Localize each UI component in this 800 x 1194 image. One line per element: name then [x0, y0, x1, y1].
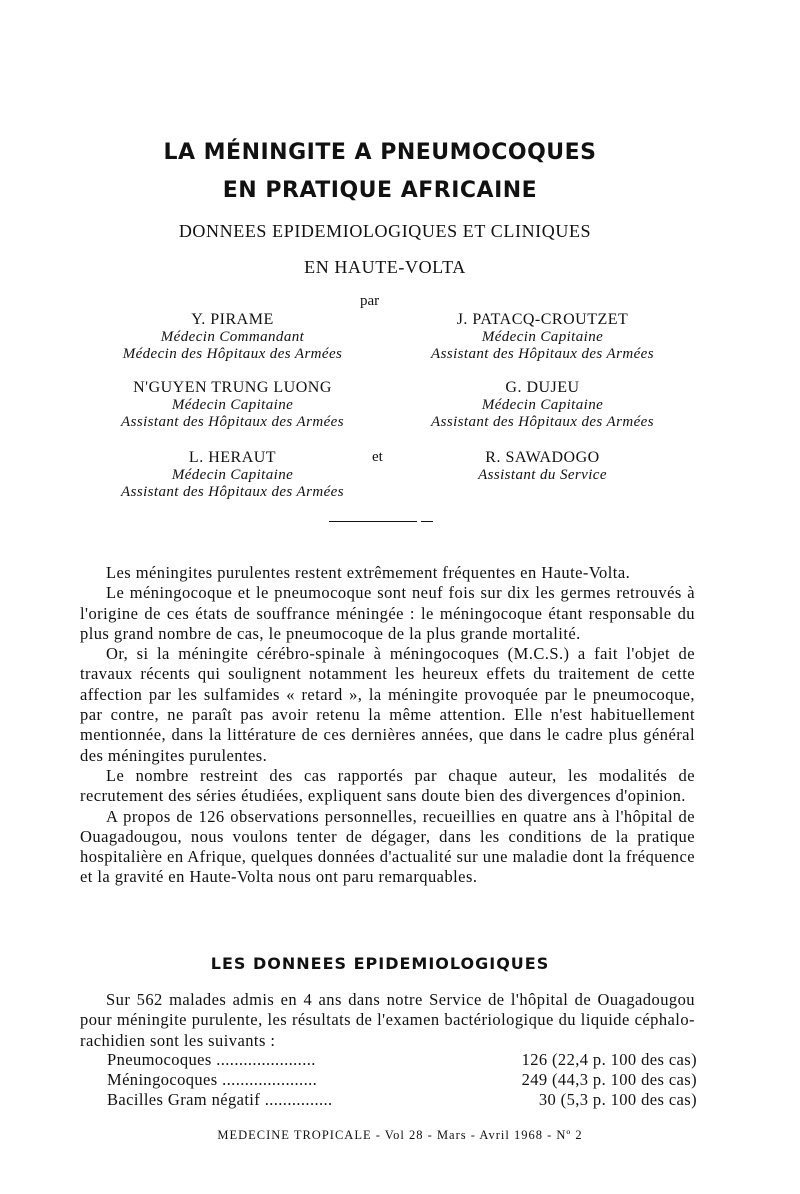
- intro-text: [80, 563, 695, 888]
- paragraph: Le nombre restreint des cas rapportés par chaque auteur, les modalités de recrutement des séries étudiées, expliquent sans doute bien des divergences d'opinion.: [80, 765, 695, 806]
- author-role: Assistant du Service: [478, 467, 607, 483]
- author-name: R. SAWADOGO: [485, 449, 600, 466]
- author-name: Y. PIRAME: [191, 311, 274, 328]
- author-name: L. HERAUT: [188, 449, 277, 466]
- author-role: Médecin Capitaine: [481, 397, 604, 413]
- author-name: N'GUYEN TRUNG LUONG: [133, 379, 332, 396]
- stat-label: Méningocoques .....................: [107, 1070, 318, 1089]
- byline-par: par: [360, 293, 380, 309]
- article-subtitle-line1: DONNEES EPIDEMIOLOGIQUES ET CLINIQUES: [178, 221, 592, 241]
- article-title-line1: LA MÉNINGITE A PNEUMOCOQUES: [163, 140, 597, 165]
- author-role: Assistant des Hôpitaux des Armées: [121, 484, 344, 500]
- author-role: Assistant des Hôpitaux des Armées: [431, 414, 654, 430]
- separator-rule-short: [421, 521, 433, 522]
- stat-value: 249 (44,3 p. 100 des cas): [521, 1070, 697, 1089]
- stat-label: Pneumocoques ......................: [107, 1050, 316, 1069]
- section-heading: LES DONNEES EPIDEMIOLOGIQUES: [210, 954, 550, 973]
- author-role: Médecin des Hôpitaux des Armées: [122, 346, 343, 362]
- journal-footer: MEDECINE TROPICALE - Vol 28 - Mars - Avril 1968 - Nº 2: [217, 1128, 583, 1142]
- stat-row: [107, 1090, 697, 1110]
- separator-rule: [329, 521, 417, 522]
- author-dujeu: [405, 379, 680, 431]
- stat-value: 30 (5,3 p. 100 des cas): [538, 1090, 697, 1109]
- paragraph: Sur 562 malades admis en 4 ans dans notre Service de l'hôpital de Ouagadougou pour méningite purulente, les résultats de l'examen bactériologique du liquide céphalo-rachidien sont les suivants :: [80, 990, 695, 1050]
- stats-list: [107, 1050, 697, 1110]
- author-pirame: [95, 311, 370, 363]
- paragraph: Les méningites purulentes restent extrêmement fréquentes en Haute-Volta.: [106, 563, 631, 582]
- author-role: Assistant des Hôpitaux des Armées: [121, 414, 344, 430]
- author-role: Médecin Capitaine: [171, 467, 294, 483]
- stat-row: [107, 1050, 697, 1070]
- author-name: J. PATACQ-CROUTZET: [456, 311, 629, 328]
- author-luong: [95, 379, 370, 431]
- author-name: G. DUJEU: [505, 379, 580, 396]
- author-role: Médecin Capitaine: [171, 397, 294, 413]
- paragraph: Le méningocoque et le pneumocoque sont neuf fois sur dix les germes retrouvés à l'origine de ces états de souffrance méningée : le méningocoque étant responsable du plus grand nombre de cas, le pneumocoque de la plus grande mortalité.: [80, 583, 695, 643]
- article-subtitle-line2: EN HAUTE-VOLTA: [304, 257, 466, 277]
- stat-label: Bacilles Gram négatif ...............: [107, 1090, 333, 1109]
- stat-row: [107, 1070, 697, 1090]
- article-title-line2: EN PRATIQUE AFRICAINE: [222, 178, 538, 203]
- section-text: [80, 990, 695, 1051]
- byline-et: et: [372, 449, 383, 465]
- author-role: Médecin Capitaine: [481, 329, 604, 345]
- author-patacq-croutzet: [405, 311, 680, 363]
- author-role: Médecin Commandant: [160, 329, 305, 345]
- paragraph: A propos de 126 observations personnelles, recueillies en quatre ans à l'hôpital de Ouagadougou, nous voulons tenter de dégager, dans les conditions de la pratique hospitalière en Afrique, quelques données d'actualité sur une maladie dont la fréquence et la gravité en Haute-Volta nous ont paru remarquables.: [80, 806, 695, 887]
- stat-value: 126 (22,4 p. 100 des cas): [521, 1050, 697, 1069]
- paragraph: Or, si la méningite cérébro-spinale à méningocoques (M.C.S.) a fait l'objet de travaux récents qui soulignent notamment les heureux effets du traitement de cette affection par les sulfamides « retard », la méningite provoquée par le pneumocoque, par contre, ne paraît pas avoir retenu la même attention. Elle n'est habituellement mentionnée, dans la littérature de ces dernières années, que dans le cadre plus général des méningites purulentes.: [80, 644, 695, 765]
- author-role: Assistant des Hôpitaux des Armées: [431, 346, 654, 362]
- author-heraut: [95, 449, 370, 501]
- author-sawadogo: [405, 449, 680, 484]
